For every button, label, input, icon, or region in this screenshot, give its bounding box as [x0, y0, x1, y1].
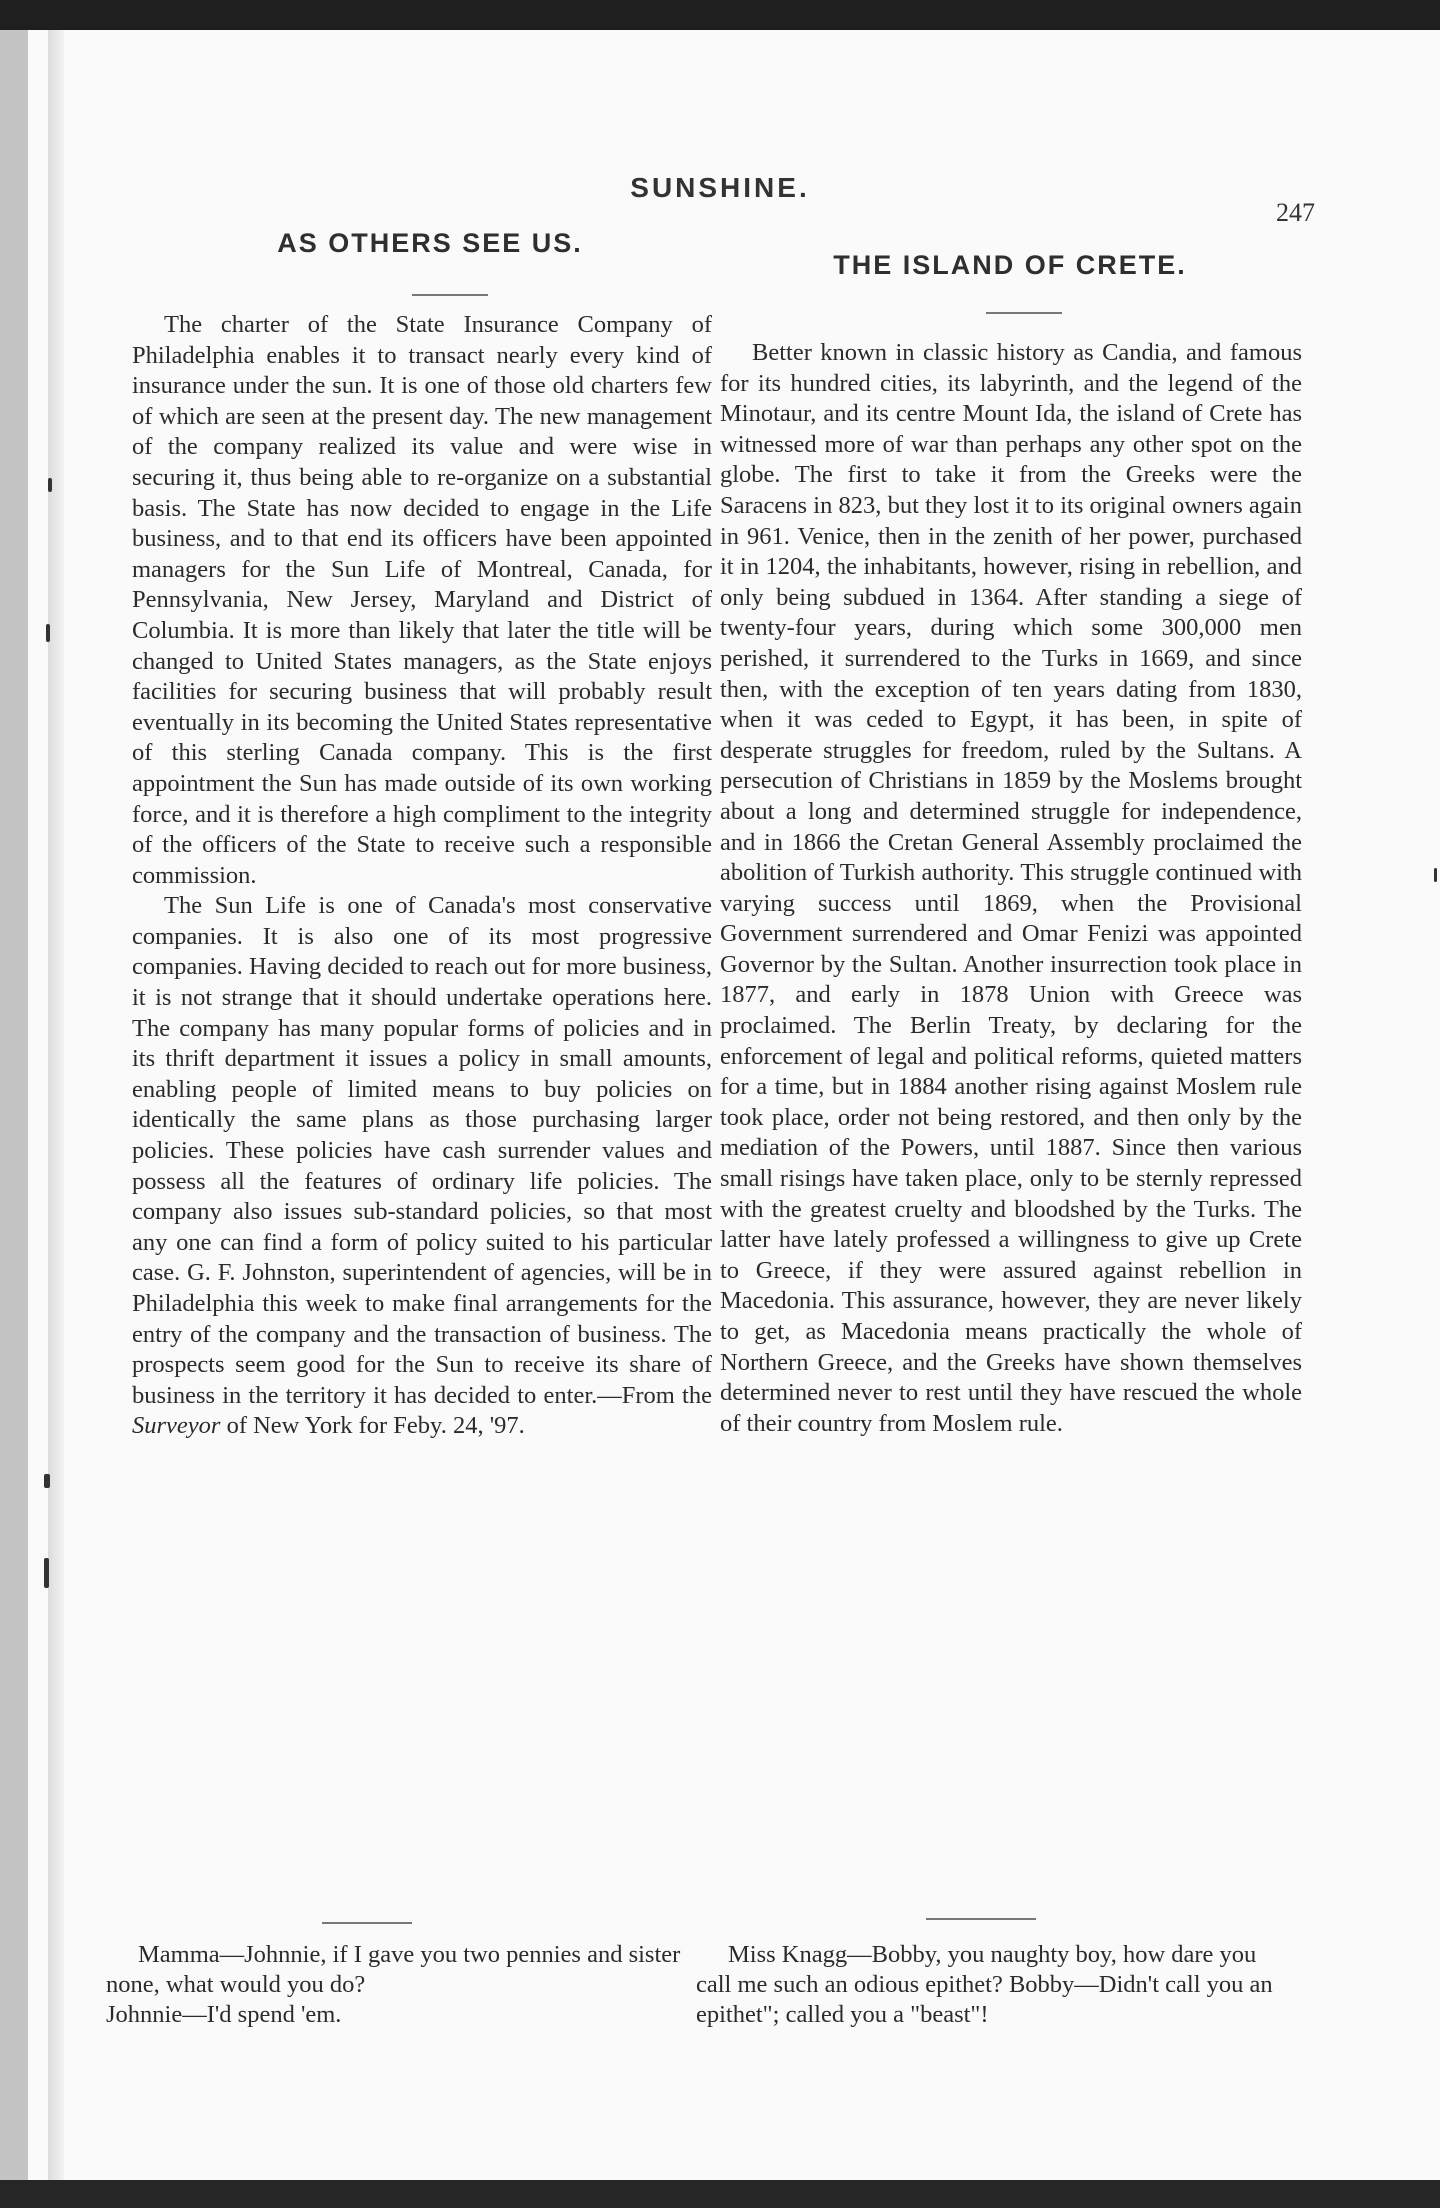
- joke-right: [696, 1940, 1278, 2030]
- scan-top-border: [0, 0, 1440, 30]
- ink-speck: [48, 478, 52, 492]
- ink-speck: [44, 1558, 49, 1588]
- joke-left: [106, 1940, 686, 2030]
- page-gutter: [48, 30, 64, 2180]
- article-body-right: [720, 338, 1302, 1439]
- article-paragraph: [132, 891, 712, 1442]
- ink-speck: [44, 1474, 50, 1488]
- source-prefix: —From the: [597, 1381, 712, 1409]
- title-rule-right: [986, 312, 1062, 314]
- article-title-left: AS OTHERS SEE US.: [277, 228, 583, 258]
- article-paragraph: Better known in classic history as Candia, and famous for its hundred cities, its labyrinth, and the legend of the Minotaur, and its centre Mount Ida, the island of Crete has witnessed more of war than perhaps any other spot on the globe. The first to take it from the Greeks were the Saracens in 823, but they lost it to its original owners again in 961. Venice, then in the zenith of her power, purchased it in 1204, the inhabitants, however, rising in rebellion, and only being subdued in 1364. After standing a siege of twenty-four years, during which some 300,000 men perished, it surrendered to the Turks in 1669, and since then, with the exception of ten years dating from 1830, when it was ceded to Egypt, it has been, in spite of desperate struggles for freedom, ruled by the Sultans. A persecution of Christians in 1859 by the Moslems brought about a long and determined struggle for independence, and in 1866 the Cretan General Assembly proclaimed the abolition of Turkish authority. This struggle continued with varying success until 1869, when the Provisional Government surrendered and Omar Fenizi was appointed Governor by the Sultan. Another insurrection took place in 1877, and early in 1878 Union with Greece was proclaimed. The Berlin Treaty, by declaring for the enforcement of legal and political reforms, quieted matters for a time, but in 1884 another rising against Moslem rule took place, order not being restored, and then only by the mediation of the Powers, until 1887. Since then various small risings have taken place, only to be sternly repressed with the greatest cruelty and bloodshed by the Turks. The latter have lately professed a willingness to give up Crete to Greece, if they were assured against rebellion in Macedonia. This assurance, however, they are never likely to get, as Macedonia means practically the whole of Northern Greece, and the Greeks have shown themselves determined never to rest until they have rescued the whole of their country from Moslem rule.: [720, 339, 1302, 1437]
- joke-line: Mamma—Johnnie, if I gave you two pennies and sister none, what would you do?: [106, 1941, 681, 1998]
- article-title-right: THE ISLAND OF CRETE.: [833, 250, 1187, 280]
- joke-text: Miss Knagg—Bobby, you naughty boy, how dare you call me such an odious epithet? Bobby—Didn't call you an epithet"; called you a "beast"!: [696, 1941, 1273, 2028]
- section-rule-left: [322, 1922, 412, 1924]
- source-publication: Surveyor: [132, 1412, 221, 1440]
- paragraph-text: The Sun Life is one of Canada's most conservative companies. It is also one of its most progressive companies. Having decided to reach out for more business, it is not strange that it should undertake operations here. The company has many popular forms of policies and in its thrift department it issues a policy in small amounts, enabling people of limited means to buy policies on identically the same plans as those purchasing larger policies. These policies have cash surrender values and possess all the features of ordinary life policies. The company also issues sub-standard policies, so that most any one can find a form of policy suited to his particular case. G. F. Johnston, superintendent of agencies, will be in Philadelphia this week to make final arrangements for the entry of the company and the transaction of business. The prospects seem good for the Sun to receive its share of business in the territory it has decided to enter.: [132, 892, 712, 1409]
- scan-bottom-border: [0, 2180, 1440, 2208]
- running-head: SUNSHINE.: [630, 172, 810, 203]
- section-rule-right: [926, 1918, 1036, 1920]
- source-suffix: of New York for Feby. 24, '97.: [220, 1412, 525, 1440]
- page-number: 247: [1276, 198, 1315, 227]
- article-body-left: [132, 310, 712, 1442]
- joke-line: Johnnie—I'd spend 'em.: [106, 2001, 342, 2028]
- article-paragraph: The charter of the State Insurance Company of Philadelphia enables it to transact nearly every kind of insurance under the sun. It is one of those old charters few of which are seen at the present day. The new management of the company realized its value and were wise in securing it, thus being able to re-organize on a substantial basis. The State has now decided to engage in the Life business, and to that end its officers have been appointed managers for the Sun Life of Montreal, Canada, for Pennsylvania, New Jersey, Maryland and District of Columbia. It is more than likely that later the title will be changed to United States managers, as the State enjoys facilities for securing business that will probably result eventually in its becoming the United States representative of this sterling Canada company. This is the first appointment the Sun has made outside of its own working force, and it is therefore a high compliment to the integrity of the officers of the State to receive such a responsible commission.: [132, 311, 712, 889]
- ink-speck: [46, 624, 50, 642]
- ink-speck: [1434, 868, 1437, 882]
- title-rule-left: [412, 294, 488, 296]
